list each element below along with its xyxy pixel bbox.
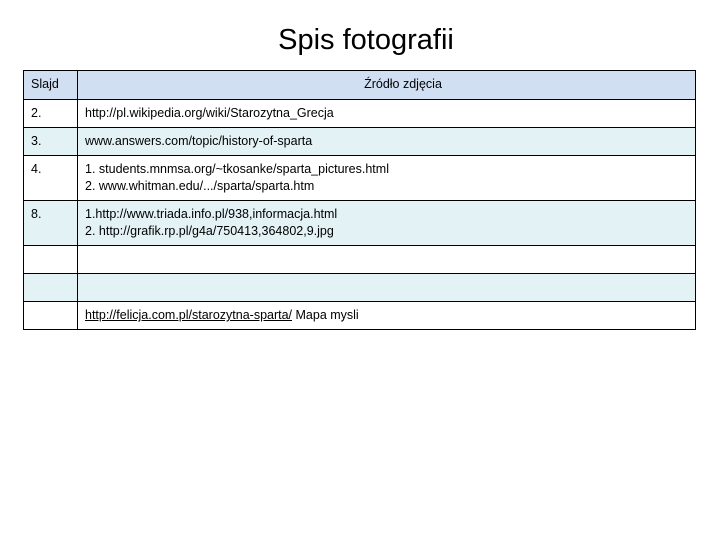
table-row — [24, 302, 696, 330]
photo-sources-table — [23, 70, 696, 330]
slide-number-cell — [24, 246, 78, 274]
table-row — [24, 274, 696, 302]
table-row — [24, 201, 696, 246]
source-cell — [78, 156, 696, 201]
slide-number-cell: 8. — [24, 201, 78, 246]
source-line: www.answers.com/topic/history-of-sparta — [85, 134, 313, 148]
source-line: 1.http://www.triada.info.pl/938,informacja.html — [85, 207, 338, 221]
table-row — [24, 128, 696, 156]
table-row — [24, 100, 696, 128]
source-line: http://pl.wikipedia.org/wiki/Starozytna_Grecja — [85, 106, 334, 120]
source-cell — [78, 128, 696, 156]
source-suffix: Mapa mysli — [292, 308, 359, 322]
source-cell — [78, 302, 696, 330]
table-row — [24, 156, 696, 201]
source-cell — [78, 201, 696, 246]
table-header-row — [24, 71, 696, 100]
slide-number-cell: 4. — [24, 156, 78, 201]
source-link[interactable]: http://felicja.com.pl/starozytna-sparta/ — [85, 308, 293, 322]
page-title: Spis fotografii — [278, 24, 454, 56]
source-line: 2. http://grafik.rp.pl/g4a/750413,364802,9.jpg — [85, 224, 334, 238]
header-source: Źródło zdjęcia — [78, 71, 696, 100]
header-slide: Slajd — [24, 71, 78, 100]
slide-number-cell — [24, 274, 78, 302]
source-line: 1. students.mnmsa.org/~tkosanke/sparta_pictures.html — [85, 162, 389, 176]
source-line: 2. www.whitman.edu/.../sparta/sparta.htm — [85, 179, 315, 193]
source-cell — [78, 100, 696, 128]
slide-number-cell — [24, 302, 78, 330]
slide-number-cell: 2. — [24, 100, 78, 128]
source-cell — [78, 274, 696, 302]
slide-number-cell: 3. — [24, 128, 78, 156]
source-cell — [78, 246, 696, 274]
table-row — [24, 246, 696, 274]
